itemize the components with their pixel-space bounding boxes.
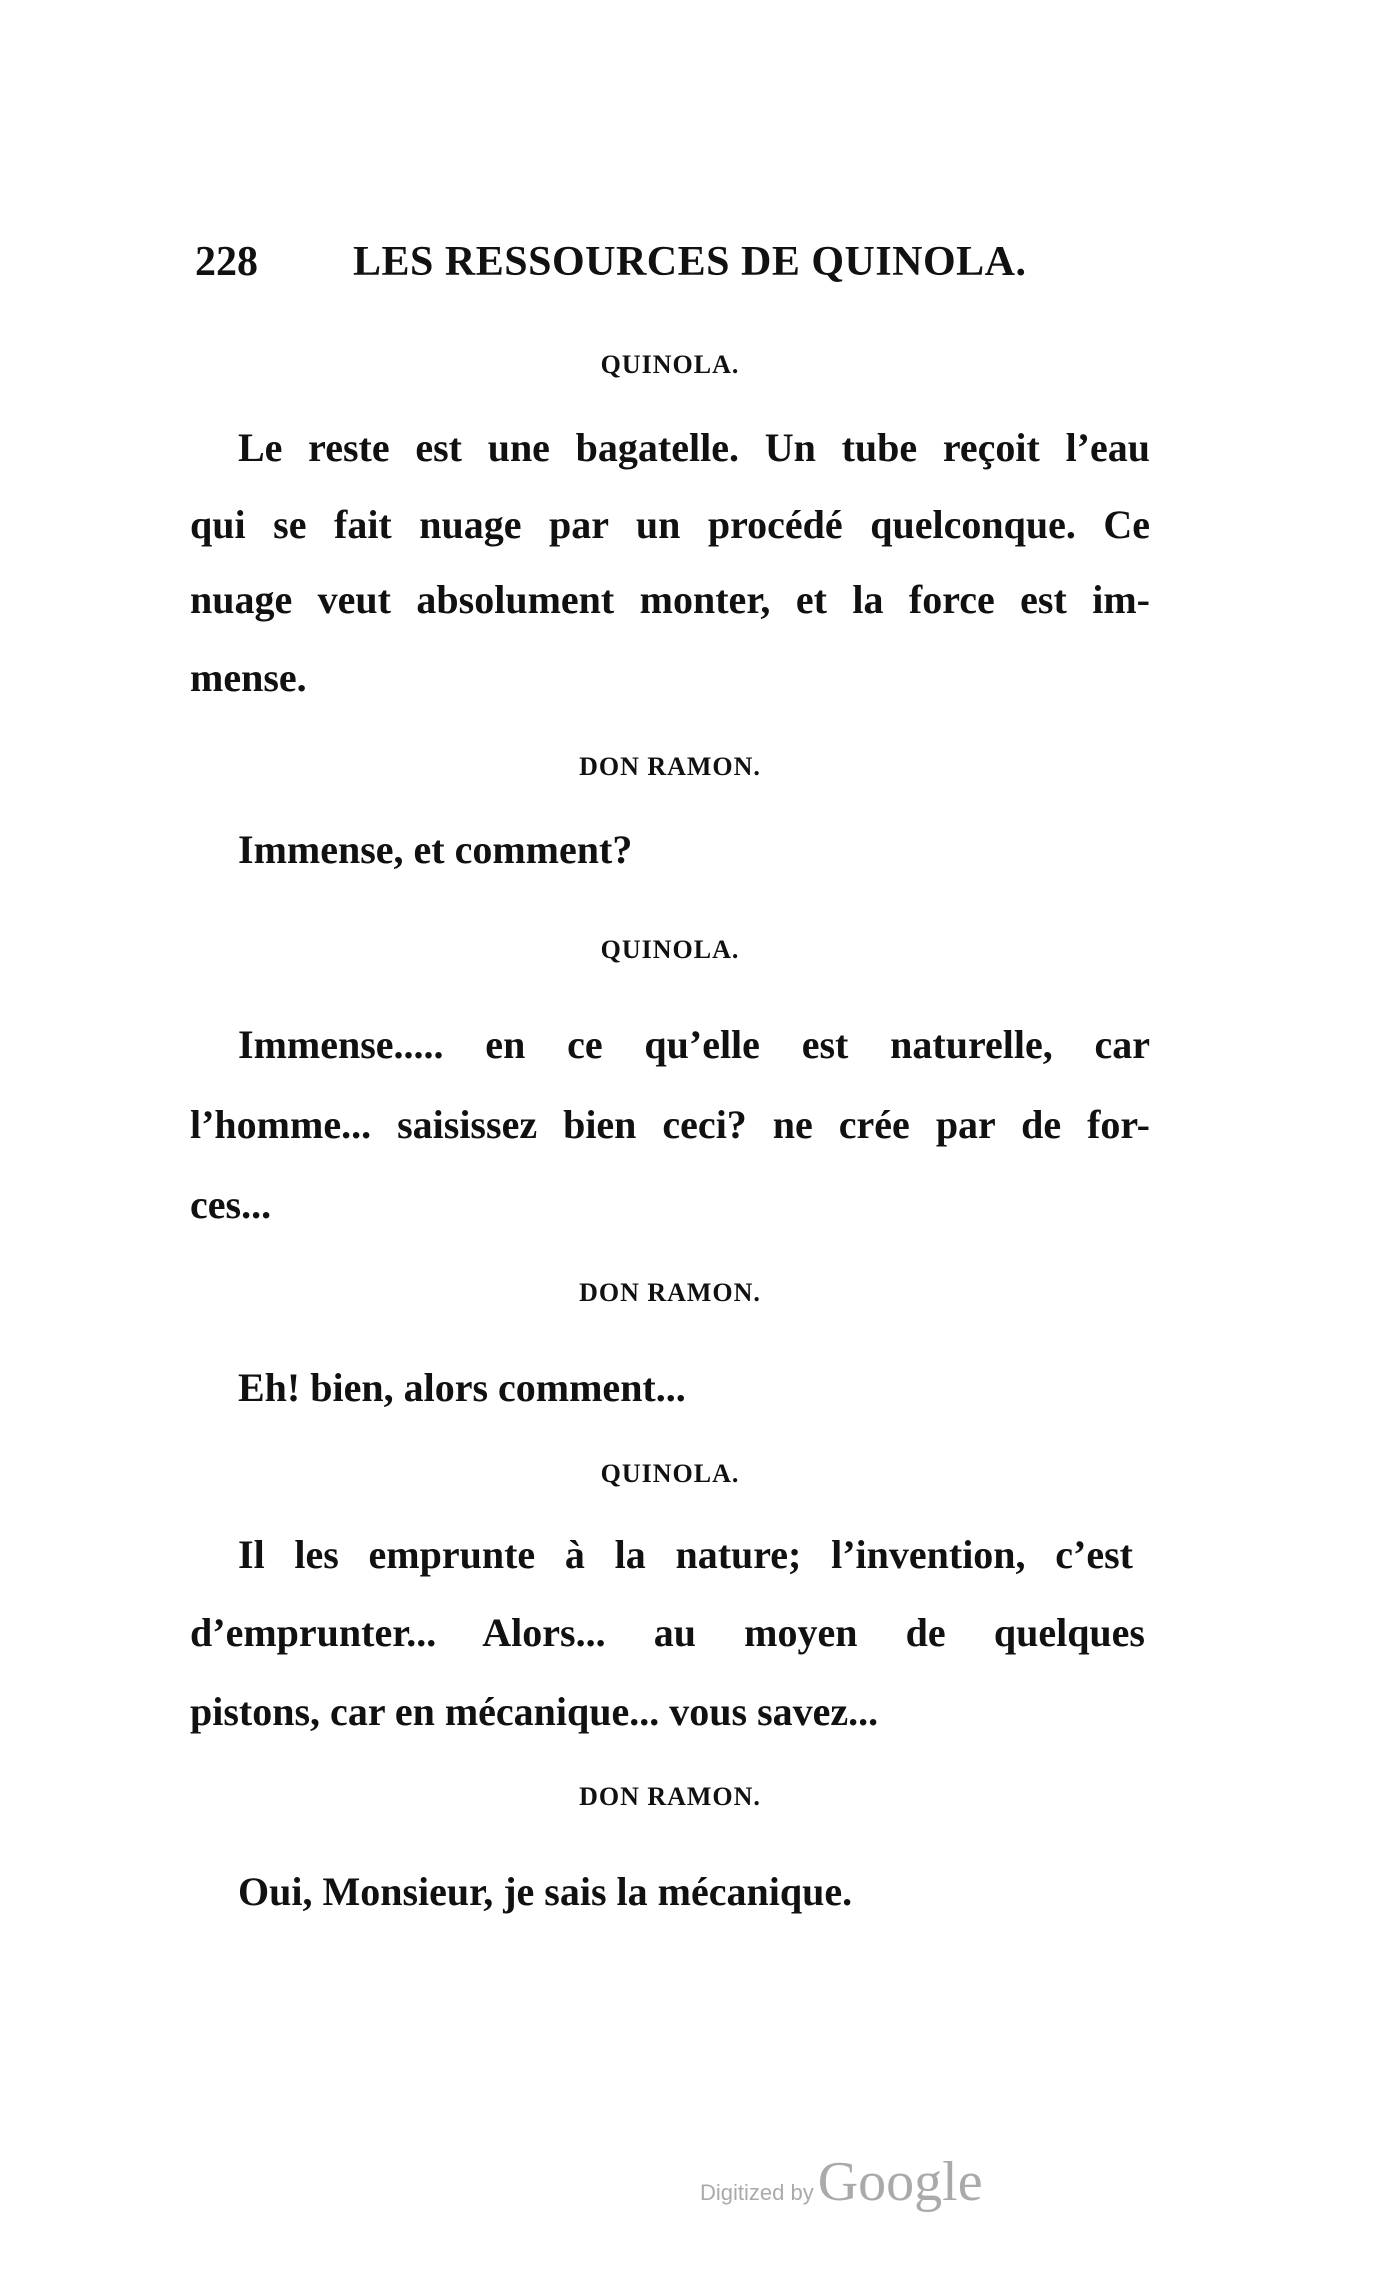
speaker-name: DON RAMON. — [579, 1278, 761, 1307]
text-line: Eh! bien, alors comment... — [238, 1365, 686, 1410]
speaker-name: QUINOLA. — [600, 350, 740, 379]
page-number: 228 — [195, 239, 258, 285]
speaker-name: QUINOLA. — [600, 1459, 740, 1488]
speaker-name: DON RAMON. — [579, 752, 761, 781]
text-line: pistons, car en mécanique... vous savez... — [190, 1689, 879, 1734]
text-line: mense. — [190, 655, 307, 700]
text-line: Il les emprunte à la nature; l’invention, c’est — [238, 1532, 1133, 1577]
text-line: nuage veut absolument monter, et la force est im- — [190, 577, 1150, 622]
running-title: LES RESSOURCES DE QUINOLA. — [353, 239, 1027, 285]
text-line: Le reste est une bagatelle. Un tube reçoit l’eau — [238, 425, 1150, 470]
text-line: l’homme... saisissez bien ceci? ne crée par de for- — [190, 1102, 1150, 1147]
google-watermark — [700, 2150, 983, 2214]
speaker-name: QUINOLA. — [600, 935, 740, 964]
text-line: Immense, et comment? — [238, 827, 633, 872]
text-line: d’emprunter... Alors... au moyen de quelques — [190, 1610, 1145, 1655]
watermark-prefix: Digitized by — [700, 2180, 814, 2205]
text-line: Immense..... en ce qu’elle est naturelle, car — [238, 1022, 1150, 1067]
text-line: Oui, Monsieur, je sais la mécanique. — [238, 1869, 853, 1914]
speaker-name: DON RAMON. — [579, 1782, 761, 1811]
text-line: qui se fait nuage par un procédé quelconque. Ce — [190, 502, 1150, 547]
text-line: ces... — [190, 1182, 272, 1227]
google-logo: Google — [817, 2151, 983, 2213]
